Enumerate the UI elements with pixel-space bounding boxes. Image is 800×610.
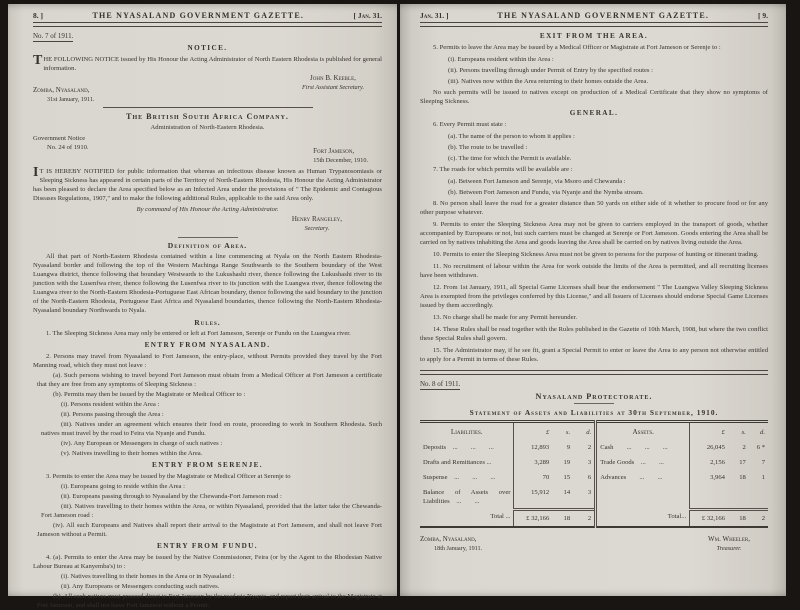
right-running-header (420, 11, 768, 20)
liab-shillings-header: s. (565, 429, 571, 436)
assets-liabilities-table (420, 420, 768, 528)
rule-3-iv: (iv). All such Europeans and Natives shall report their arrival to the Magistrate at Fort Jameson, and shall not leave Fort Jameson without a Permit. (37, 522, 382, 538)
page-left (8, 4, 397, 609)
asset-total-pounds: £ 32,166 (690, 509, 728, 527)
asset-total-label: Total... (596, 509, 690, 527)
asset-s-empty (728, 485, 749, 509)
rule-10: 10. Permits to enter the Sleeping Sickness Area must not be given to persons for the purpose of hunting or itinerant trading. (433, 251, 759, 258)
statement-title: Statement of Assets and Liabilities at 30th September, 1910. (469, 408, 719, 417)
notice-heading: NOTICE. (187, 44, 228, 52)
rule-8: 8. No person shall leave the road for a greater distance than 50 yards on either side of it whether to procure food or for any other purpose whatever. (420, 200, 768, 216)
rule-5-ii: (ii). Persons travelling through under Permit of Entry by the specified routes : (448, 67, 653, 74)
left-header-date: [ Jan. 31. (353, 11, 382, 20)
rules-heading: Rules. (194, 318, 221, 327)
rule-6a: (a). The name of the person to whom it applies : (448, 133, 575, 140)
right-folio-number: [ 9. (758, 11, 768, 20)
rule-6b: (b). The route to be travelled : (448, 144, 528, 151)
asset-pounds: 26,045 (690, 440, 728, 455)
asset-label-empty (596, 485, 690, 509)
liab-pounds: 70 (514, 470, 552, 485)
asset-total-s: 18 (728, 509, 749, 527)
rule-2b-iv: (iv). Any European or Messengers in charge of such natives : (61, 440, 223, 447)
rule-4a: 4. (a). Permits to enter the Area may be issued by the Native Commissioner, Feira (or by the Agent to the Rhodesian Native Labour Bureau at Kanyemba's) to : (33, 554, 382, 570)
asset-pounds-empty (690, 485, 728, 509)
asset-label: Advances ... ... (596, 470, 690, 485)
rule-6c: (c). The time for which the Permit is available. (448, 155, 572, 162)
rule-4a-i: (i). Natives travelling to their homes in the Area or in Nyasaland : (61, 573, 235, 580)
entry-from-fundu-heading: ENTRY FROM FUNDU. (157, 542, 258, 550)
header-double-rule (420, 22, 768, 27)
rule-2b-v: (v). Natives travelling to their homes within the Area. (61, 450, 203, 457)
liab-d: 6 (587, 474, 592, 481)
asset-label: Trade Goods ... ... (596, 455, 690, 470)
heading-short-rule (574, 403, 614, 404)
rule-13: 13. No charge shall be made for any Permit hereunder. (433, 314, 577, 321)
nyasaland-protectorate-heading: Nyasaland Protectorate. (535, 392, 653, 401)
by-command-line: By command of His Honour the Acting Administrator. (136, 206, 279, 213)
rule-2a: (a). Such persons wishing to travel beyond Fort Jameson must obtain from a Medical Officer at Fort Jameson a certificate that they are free from any symptoms of Sleeping Sickness : (37, 372, 382, 388)
short-rule (178, 237, 238, 238)
liab-d: 3 (587, 459, 592, 466)
liab-pounds: 15,912 (514, 485, 552, 509)
left-running-header (33, 11, 382, 20)
table-row (420, 455, 768, 470)
general-heading: GENERAL. (569, 109, 619, 117)
asset-label: Cash ... ... ... (596, 440, 690, 455)
rule-7a: (a). Between Fort Jameson and Serenje, via Msoro and Chewanda : (448, 178, 626, 185)
rule-3: 3. Permits to enter the Area may be issued by the Magistrate or Medical Officer at Serenje to (46, 473, 291, 480)
liab-s: 15 (563, 474, 571, 481)
liab-total-s: 18 (552, 509, 573, 527)
rule-7b: (b). Between Fort Jameson and Fundu, via Nyanje and the Nymba stream. (448, 189, 644, 196)
bsac-company-name: The British South Africa Company. (126, 112, 289, 121)
rule-2b-i: (i). Persons resident within the Area : (61, 401, 160, 408)
asset-d: 6 * (756, 444, 765, 451)
asset-s: 17 (739, 459, 746, 466)
bsac-signature-block (33, 215, 382, 235)
liab-total-label: Total ... (490, 513, 511, 520)
table-header-row (420, 422, 768, 441)
rule-11: 11. No recruitment of labour within the Area for work outside the limits of the Area is permitted, and all recruiting licenses have been withdrawn. (420, 263, 768, 279)
rule-1: 1. The Sleeping Sickness Area may only be entered or left at Fort Jameson, Serenje or Fundu on the Luangwa river. (46, 330, 351, 337)
notice7-number: No. 7 of 1911. (33, 32, 74, 40)
rule-4a-ii: (ii). Any Europeans or Messengers conducting such natives. (61, 583, 220, 590)
definition-of-area-heading: Definition of Area. (167, 241, 248, 250)
asset-s: 18 (739, 474, 746, 481)
asset-d: 7 (761, 459, 765, 466)
liab-pence-header: d. (586, 429, 592, 436)
liab-label: Suspense ... ... ... (423, 474, 496, 481)
asset-s: 2 (742, 444, 746, 451)
notice7-signature-block (33, 74, 382, 104)
footer-dateline: Zomba, Nyasaland, 18th January, 1911. (420, 534, 483, 552)
rule-5-iii: (iii). Natives now within the Area returning to their homes outside the Area. (448, 78, 648, 85)
bsac-signature: Henry Rangeley, Secretary. (291, 215, 342, 232)
gazette-title-right: THE NYASALAND GOVERNMENT GAZETTE. (497, 11, 710, 20)
notice7-signature: John B. Keeble, First Assistant Secretary. (301, 74, 364, 91)
bsac-notice-dateline (33, 134, 382, 167)
rule-2b: (b). Permits may then be issued by the Magistrate or Medical Officer to : (53, 391, 246, 398)
rule-6: 6. Every Permit must state : (433, 121, 507, 128)
liab-total-pounds: £ 32,166 (514, 509, 552, 527)
entry-from-serenje-heading: ENTRY FROM SERENJE. (152, 461, 263, 469)
asset-pounds: 3,964 (690, 470, 728, 485)
rule-14: 14. These Rules shall be read together with the Rules published in the Gazette of 10th March, 1908, but where the two conflict these Special Rules shall govern. (420, 326, 768, 342)
exit-from-area-heading: EXIT FROM THE AREA. (539, 32, 649, 40)
liab-pounds: 3,289 (514, 455, 552, 470)
asset-shillings-header: s. (741, 429, 746, 436)
notice8-number: No. 8 of 1911. (420, 380, 461, 388)
notice7-dateline: Zomba, Nyasaland, 31st January, 1911. (33, 86, 95, 103)
rule-2b-iii: (iii). Natives under an agreement which ensures their food en route, proceeding to work in Southern Rhodesia. Such natives must travel by the road to Feira via Nyanje and Fundu. (41, 421, 382, 437)
liab-s: 19 (563, 459, 571, 466)
liab-s: 14 (563, 489, 571, 496)
rule-3-iii: (iii). Natives travelling to their homes within the Area, or within Nyasaland, provided that the latter take the Chewanda-Fort Jameson road : (41, 503, 382, 519)
asset-pounds: 2,156 (690, 455, 728, 470)
header-double-rule (33, 22, 382, 27)
assets-column-header: Assets. (596, 422, 690, 441)
asset-d-empty (749, 485, 768, 509)
fort-jameson-dateline: Fort Jameson, 15th December, 1910. (313, 147, 368, 164)
rule-12: 12. From 1st January, 1911, all Special Game Licenses shall bear the endorsement " The Luangwa Valley Sleeping Sickness Area is exempted from the privileges conferred by this License," and all Issuers of Licenses should endorse Special Game Licenses issued by them accordingly. (420, 284, 768, 309)
rule-3-ii: (ii). Europeans passing through to Nyasaland by the Chewanda-Fort Jameson road : (61, 493, 282, 500)
table-row (420, 485, 768, 509)
rule-2: 2. Persons may travel from Nyasaland to Fort Jameson, the entry-place, without Permits provided they travel by the Fort Manning road, which they must not leave : (33, 353, 382, 369)
liab-d: 2 (587, 444, 592, 451)
section-double-rule (420, 370, 768, 375)
left-folio-number: 8. ] (33, 11, 43, 20)
notice7-body: THE FOLLOWING NOTICE issued by His Honour the Acting Administrator of North Eastern Rhodesia is published for general information. (33, 53, 382, 72)
rule-15: 15. The Administrator may, if he see fit, grant a Special Permit to enter or leave the Area to any person not otherwise entitled to apply for a Permit in terms of these Rules. (420, 347, 768, 363)
liab-pounds-header: £ (514, 422, 552, 441)
dropcap-I: I (33, 165, 39, 180)
table-total-row (420, 509, 768, 527)
asset-pounds-header: £ (690, 422, 728, 441)
right-page-footer (420, 535, 768, 553)
rule-5-i: (i). Europeans resident within the Area : (448, 56, 554, 63)
rule-2b-ii: (ii). Persons passing through the Area : (61, 411, 164, 418)
section-rule (103, 107, 313, 108)
liab-s: 9 (566, 444, 571, 451)
bsac-body: I T IS HEREBY NOTIFIED for public information that whereas an infectious disease known as Human Trypanosomiasis or Sleeping Sickness has appeared in certain parts of the Territory of North-Eastern Rhodesia, His Honour the Acting Administrator has been pleased to declare the Area specified below as an Infected Area under the provisions of " The Epidemic and Contagious Diseases Regulations, 1907," and to make the following additional Rules, applicable to the said Area only. (33, 165, 382, 202)
liab-label: Deposits ... ... ... (423, 444, 494, 451)
liab-label: Balance of Assets over Liabilities ... ... (423, 489, 511, 505)
rule-5-note: No such permits will be issued to natives except on production of a Medical Certificate that they show no symptoms of Sleeping Sickness. (420, 89, 768, 105)
bsac-subtitle: Administration of North-Eastern Rhodesia. (150, 124, 265, 131)
asset-total-d: 2 (749, 509, 768, 527)
liab-pounds: 12,893 (514, 440, 552, 455)
liabilities-column-header: Liabilities. (450, 428, 483, 436)
table-row (420, 440, 768, 455)
government-notice-label: Government Notice No. 24 of 1910. (33, 135, 89, 151)
gazette-title-left: THE NYASALAND GOVERNMENT GAZETTE. (92, 11, 305, 20)
page-right (400, 4, 786, 596)
rule-9: 9. Permits to enter the Sleeping Sickness Area may not be given to carriers employed in the transport of goods, whether accompanied by Europeans or not, but such carriers must be changed at Serenje or Fort Jameson. Goods entering the Area shall be carried on by natives inhabiting the Area and goods leaving the Area shall be carried on by natives living outside the Area. (420, 221, 768, 246)
liab-label: Drafts and Remittances ... (423, 459, 492, 466)
liab-total-d: 2 (573, 509, 596, 527)
definition-body: All that part of North-Eastern Rhodesia contained within a line commencing at Nyala on the North Eastern Rhodesia-Nyasaland border and following the top of the Western Machinga Range Southwards to the Southern boundary of the West Luangwa district, thence following that boundary Westwards to the Lukushashi river, thence following the Lukushashi river to its junction with the Lusenfwa river, thence following the Lusenfwa river to its junction with the Luangwa river, thence following the Luangwa river to the North-Eastern Rhodesia-Portuguese East African boundary, thence following the said boundary to the junction of the North-Eastern Rhodesia, Portuguese East Africa and Nyasaland boundaries, thence following the North-Eastern Rhodesia-Nyasaland boundary Northwards to Nyala. (33, 253, 382, 314)
right-header-date: Jan. 31. ] (420, 11, 449, 20)
rule-7: 7. The roads for which permits will be available are : (433, 166, 573, 173)
rule-4b: (b). All such natives must proceed direct to Fort Jameson by the road via Nyanje, and report their arrival to the Magistrate at Fort Jameson, and shall not leave Fort Jameson without a Permit. (37, 593, 382, 609)
entry-from-nyasaland-heading: ENTRY FROM NYASALAND. (144, 341, 271, 349)
liab-d: 3 (587, 489, 592, 496)
asset-pence-header: d. (760, 429, 765, 436)
treasurer-signature: Wm. Wheeler, Treasurer. (708, 534, 750, 552)
table-row (420, 470, 768, 485)
asset-d: 1 (761, 474, 765, 481)
rule-5: 5. Permits to leave the Area may be issued by a Medical Officer or Magistrate at Fort Jameson or Serenje to : (433, 44, 721, 51)
rule-3-i: (i). Europeans going to reside within the Area : (61, 483, 185, 490)
dropcap-T: T (33, 53, 43, 68)
